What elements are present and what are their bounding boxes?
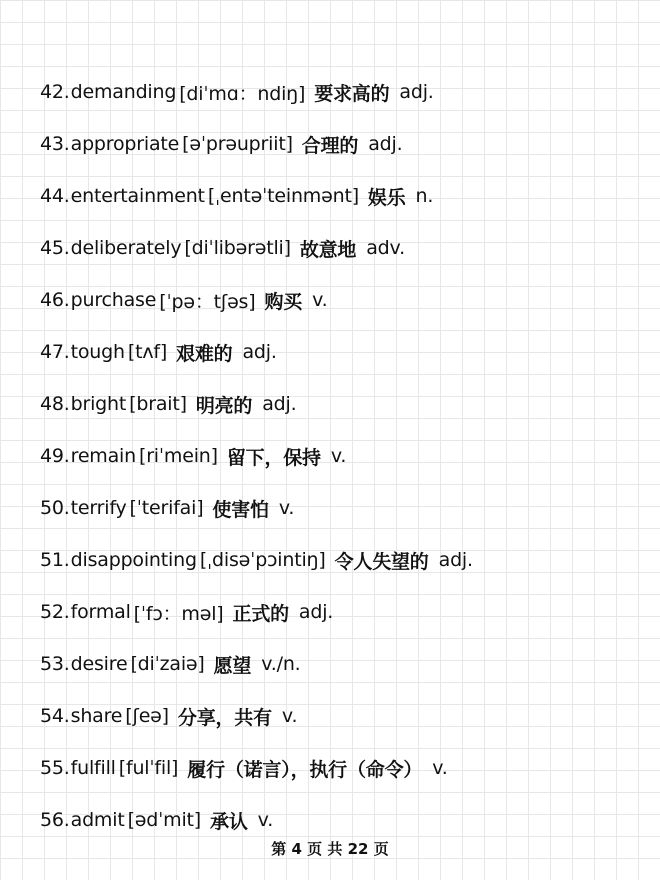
vocab-entry (40, 430, 650, 482)
entry-part-of-speech: n. (415, 185, 434, 207)
entry-meaning: 使害怕 (212, 498, 269, 521)
entry-word: terrify (70, 497, 127, 519)
vocab-entry (40, 66, 650, 118)
entry-part-of-speech: v. (278, 497, 295, 519)
entry-number: 47. (40, 341, 70, 363)
entry-word: desire (70, 653, 128, 675)
entry-meaning: 合理的 (301, 134, 359, 157)
entry-meaning: 娱乐 (367, 186, 406, 209)
entry-part-of-speech: adj. (438, 549, 473, 571)
entry-number: 54. (40, 705, 70, 727)
entry-part-of-speech: adj. (399, 81, 434, 103)
entry-part-of-speech: adj. (262, 393, 297, 415)
entry-word: purchase (70, 289, 157, 311)
entry-meaning: 留下，保持 (226, 446, 321, 469)
entry-word: demanding (70, 81, 177, 103)
entry-phonetic: [diˈmɑ：ndiŋ] (179, 82, 306, 105)
entry-number: 51. (40, 549, 70, 571)
vocab-entry (40, 118, 650, 170)
entry-number: 53. (40, 653, 70, 675)
entry-phonetic: [brait] (129, 393, 187, 415)
vocab-entry (40, 586, 650, 638)
entry-meaning: 艰难的 (176, 342, 233, 365)
entry-part-of-speech: adv. (366, 237, 405, 259)
entry-meaning: 要求高的 (314, 82, 390, 105)
entry-word: tough (70, 341, 125, 363)
vocab-entry (40, 534, 650, 586)
entry-word: appropriate (70, 133, 180, 155)
entry-number: 43. (40, 133, 70, 155)
entry-phonetic: [diˈlibərətli] (184, 237, 291, 259)
entry-word: disappointing (70, 549, 197, 571)
entry-phonetic: [ˈterifai] (129, 497, 204, 519)
entry-part-of-speech: v. (257, 809, 274, 831)
entry-part-of-speech: adj. (242, 341, 277, 363)
entry-meaning: 履行（诺言），执行（命令） (187, 758, 423, 781)
entry-word: remain (70, 445, 136, 467)
entry-meaning: 购买 (264, 290, 303, 313)
entry-number: 49. (40, 445, 70, 467)
entry-phonetic: [ˌentəˈteinmənt] (207, 185, 359, 207)
entry-part-of-speech: v. (312, 289, 328, 311)
vocab-entry (40, 690, 650, 742)
entry-phonetic: [diˈzaiə] (130, 653, 205, 675)
entry-part-of-speech: adj. (298, 601, 334, 623)
entry-word: formal (70, 601, 131, 623)
entry-phonetic: [ədˈmit] (127, 809, 202, 831)
vocab-entry (40, 170, 650, 222)
entry-part-of-speech: adj. (368, 133, 403, 155)
entry-phonetic: [əˈprəupriit] (182, 133, 293, 155)
entry-word: entertainment (70, 185, 205, 207)
entry-number: 48. (40, 393, 70, 415)
vocab-entry (40, 274, 650, 326)
entry-phonetic: [ˈpə：tʃəs] (159, 290, 256, 313)
entry-phonetic: [ˌdisəˈpɔintiŋ] (199, 549, 326, 571)
entry-part-of-speech: v. (281, 705, 298, 727)
entry-number: 44. (40, 185, 70, 207)
entry-meaning: 令人失望的 (334, 550, 429, 573)
entry-part-of-speech: v. (432, 757, 448, 779)
entry-phonetic: [ˈfɔ：məl] (133, 602, 224, 625)
vocab-entry (40, 638, 650, 690)
entry-number: 52. (40, 601, 70, 623)
entry-phonetic: [tʌf] (127, 341, 168, 363)
entry-meaning: 明亮的 (195, 394, 253, 417)
entry-word: deliberately (70, 237, 182, 259)
entry-number: 55. (40, 757, 70, 779)
vocab-entry (40, 482, 650, 534)
entry-phonetic: [ʃeə] (125, 705, 169, 727)
vocab-entry (40, 742, 650, 794)
vocab-entry (40, 378, 650, 430)
entry-phonetic: [fulˈfil] (118, 757, 179, 779)
entry-meaning: 故意地 (299, 238, 357, 261)
entry-meaning: 承认 (210, 810, 248, 833)
entry-word: fulfill (70, 757, 116, 779)
entry-number: 46. (40, 289, 70, 311)
entry-part-of-speech: v./n. (261, 653, 301, 675)
entry-number: 50. (40, 497, 70, 519)
entry-part-of-speech: v. (330, 445, 347, 467)
entry-word: share (70, 705, 123, 727)
vocabulary-list (40, 66, 650, 846)
entry-number: 42. (40, 81, 70, 103)
vocab-entry (40, 222, 650, 274)
entry-number: 45. (40, 237, 70, 259)
entry-number: 56. (40, 809, 70, 831)
entry-word: admit (70, 809, 125, 831)
page-footer: 第 4 页 共 22 页 (271, 840, 389, 858)
entry-phonetic: [riˈmein] (138, 445, 218, 467)
entry-meaning: 分享，共有 (177, 706, 272, 729)
entry-meaning: 愿望 (213, 654, 252, 677)
entry-word: bright (70, 393, 127, 415)
entry-meaning: 正式的 (232, 602, 289, 625)
vocab-entry (40, 326, 650, 378)
